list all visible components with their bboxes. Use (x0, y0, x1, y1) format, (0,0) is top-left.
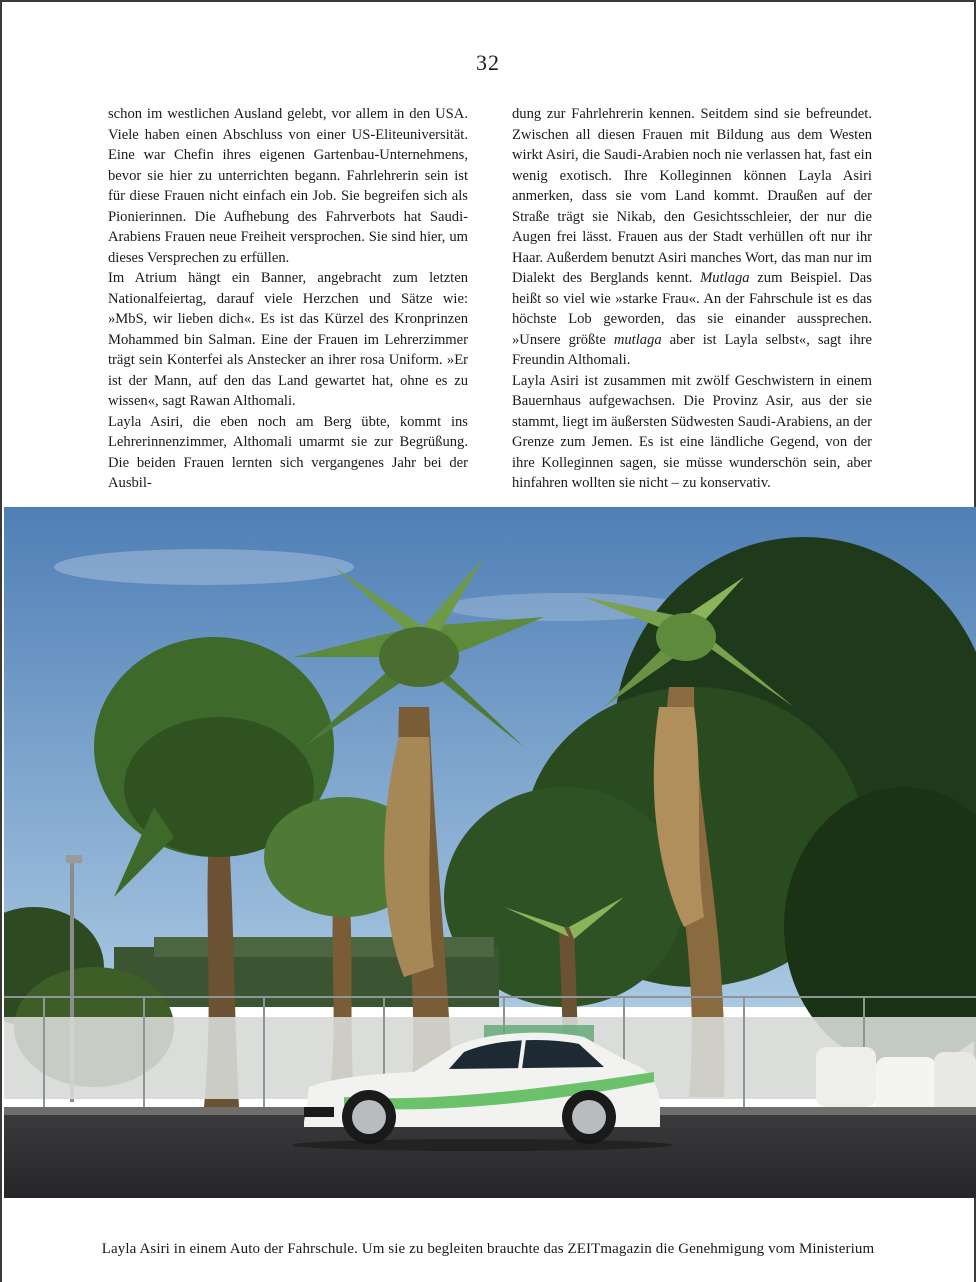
page-number: 32 (476, 50, 500, 75)
text-run: aber ist Layla selbst«, sagt ihre Freundin Althomali. (512, 331, 872, 368)
article-right-column (512, 104, 872, 494)
page-left-border (0, 0, 2, 1282)
paragraph: Im Atrium hängt ein Banner, angebracht zum letzten Nationalfeiertag, darauf viele Herzchen und Sätze wie: »MbS, wir lieben dich«. Es ist das Kürzel des Kronprinzen Mohammed bin Salman. Eine der Frauen im Lehrerzimmer trägt sein Konterfei als Anstecker an ihrer rosa Uniform. »Er ist der Mann, auf den das Land gewartet hat, ohne es zu wissen«, sagt Rawan Althomali. (108, 270, 468, 409)
paragraph: Layla Asiri ist zusammen mit zwölf Geschwistern in einem Bauernhaus aufgewachsen. Die Provinz Asir, aus der sie stammt, liegt im äußersten Südwesten Saudi-Arabiens, an der Grenze zum Jemen. Es ist eine ländliche Gegend, von der ihre Kolleginnen sagen, sie müsse wunderschön sein, aber hinfahren wollten sie nicht – zu konservativ. (512, 372, 872, 491)
paragraph (512, 104, 872, 371)
photo-driving-school-car (4, 507, 976, 1198)
paragraph: schon im westlichen Ausland gelebt, vor allem in den USA. Viele haben einen Abschluss von einer US-Eliteuniversität. Eine war Chefin ihres eigenen Gartenbau-Unternehmens, bevor sie hier zu unterrichten begann. Fahrlehrerin sein ist für diese Frauen nicht einfach ein Job. Sie begreifen sich als Pionierinnen. Die Aufhebung des Fahrverbots hat Saudi-Arabiens Frauen neue Freiheit versprochen. Sie sind hier, um dieses Versprechen zu erfüllen. (108, 106, 468, 266)
paragraph: Layla Asiri, die eben noch am Berg übte, kommt ins Lehrerinnenzimmer, Althomali umarmt sie zur Begrüßung. Die beiden Frauen lernten sich vergangenes Jahr bei der Ausbil- (108, 413, 468, 491)
italic-term: mutlaga (613, 331, 662, 348)
article-left-column (108, 104, 468, 494)
text-run: dung zur Fahrlehrerin kennen. Seitdem sind sie befreundet. Zwischen all diesen Frauen mit Bildung aus dem Westen wirkt Asiri, die Saudi-Arabien noch nie verlassen hat, fast ein wenig exotisch. Ihre Kolleginnen können Layla Asiri anmerken, dass sie vom Land kommt. Draußen auf der Straße trägt sie Nikab, den Gesichtsschleier, der nur die Augen frei lässt. Frauen aus der Stadt verhüllen oft nur ihr Haar. Außerdem benutzt Asiri manches Wort, das man nur im Dialekt des Berglands kennt. (512, 106, 872, 286)
text-run: zum Beispiel. Das heißt so viel wie »starke Frau«. An der Fahrschule ist es das höchste Lob geworden, das sie einander aussprechen. »Unsere größte (512, 270, 872, 348)
italic-term: Mutlaga (700, 270, 750, 286)
cloud (54, 549, 354, 585)
photo-caption: Layla Asiri in einem Auto der Fahrschule. Um sie zu begleiten brauchte das ZEITmagazin die Genehmigung vom Ministerium (101, 1241, 875, 1257)
road (4, 1115, 976, 1198)
concrete-rings (816, 1047, 976, 1117)
page-top-border (0, 0, 976, 2)
